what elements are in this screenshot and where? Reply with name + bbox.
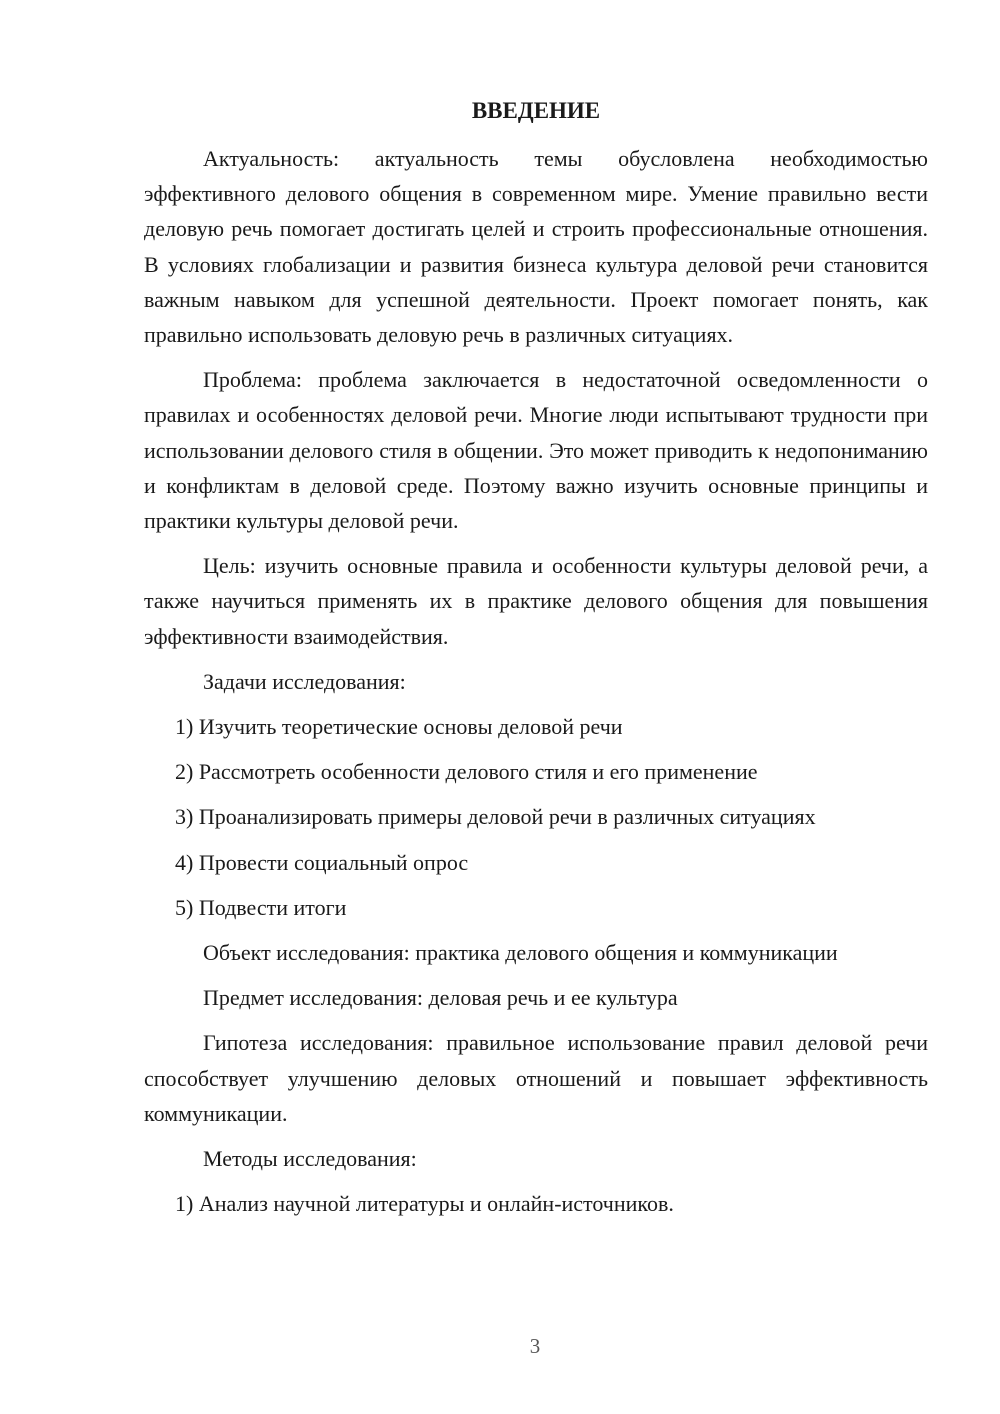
task-item: 4) Провести социальный опрос bbox=[175, 849, 469, 875]
task-item: 1) Изучить теоретические основы деловой речи bbox=[175, 714, 623, 740]
subject-paragraph: Предмет исследования: деловая речь и ее культура bbox=[203, 985, 678, 1011]
problem-paragraph: Проблема: проблема заключается в недостаточной осведомленности о правилах и особенностях деловой речи. Многие люди испытывают трудности при использовании делового стиля в общении. Это может приводить к недопониманию и конфликтам в деловой среде. Поэтому важно изучить основные принципы и практики культуры деловой речи. bbox=[144, 367, 928, 534]
tasks-heading: Задачи исследования: bbox=[203, 668, 406, 694]
methods-heading: Методы исследования: bbox=[203, 1146, 417, 1172]
goal-paragraph: Цель: изучить основные правила и особенности культуры деловой речи, а также научиться применять их в практике делового общения для повышения эффективности взаимодействия. bbox=[144, 553, 928, 649]
task-item: 2) Рассмотреть особенности делового стиля и его применение bbox=[175, 759, 758, 785]
object-paragraph: Объект исследования: практика делового общения и коммуникации bbox=[203, 940, 838, 966]
page-number: 3 bbox=[529, 1334, 541, 1358]
task-item: 3) Проанализировать примеры деловой речи в различных ситуациях bbox=[175, 804, 816, 830]
page-content bbox=[144, 95, 928, 1231]
relevance-paragraph: Актуальность: актуальность темы обусловлена необходимостью эффективного делового общения в современном мире. Умение правильно вести деловую речь помогает достигать целей и строить профессиональные отношения. В условиях глобализации и развития бизнеса культура деловой речи становится важным навыком для успешной деятельности. Проект помогает понять, как правильно использовать деловую речь в различных ситуациях. bbox=[144, 146, 928, 348]
hypothesis-paragraph: Гипотеза исследования: правильное использование правил деловой речи способствует улучшению деловых отношений и повышает эффективность коммуникации. bbox=[144, 1030, 928, 1126]
task-item: 5) Подвести итоги bbox=[175, 894, 347, 920]
method-item: 1) Анализ научной литературы и онлайн-источников. bbox=[175, 1191, 674, 1217]
page-title: ВВЕДЕНИЕ bbox=[471, 98, 601, 123]
